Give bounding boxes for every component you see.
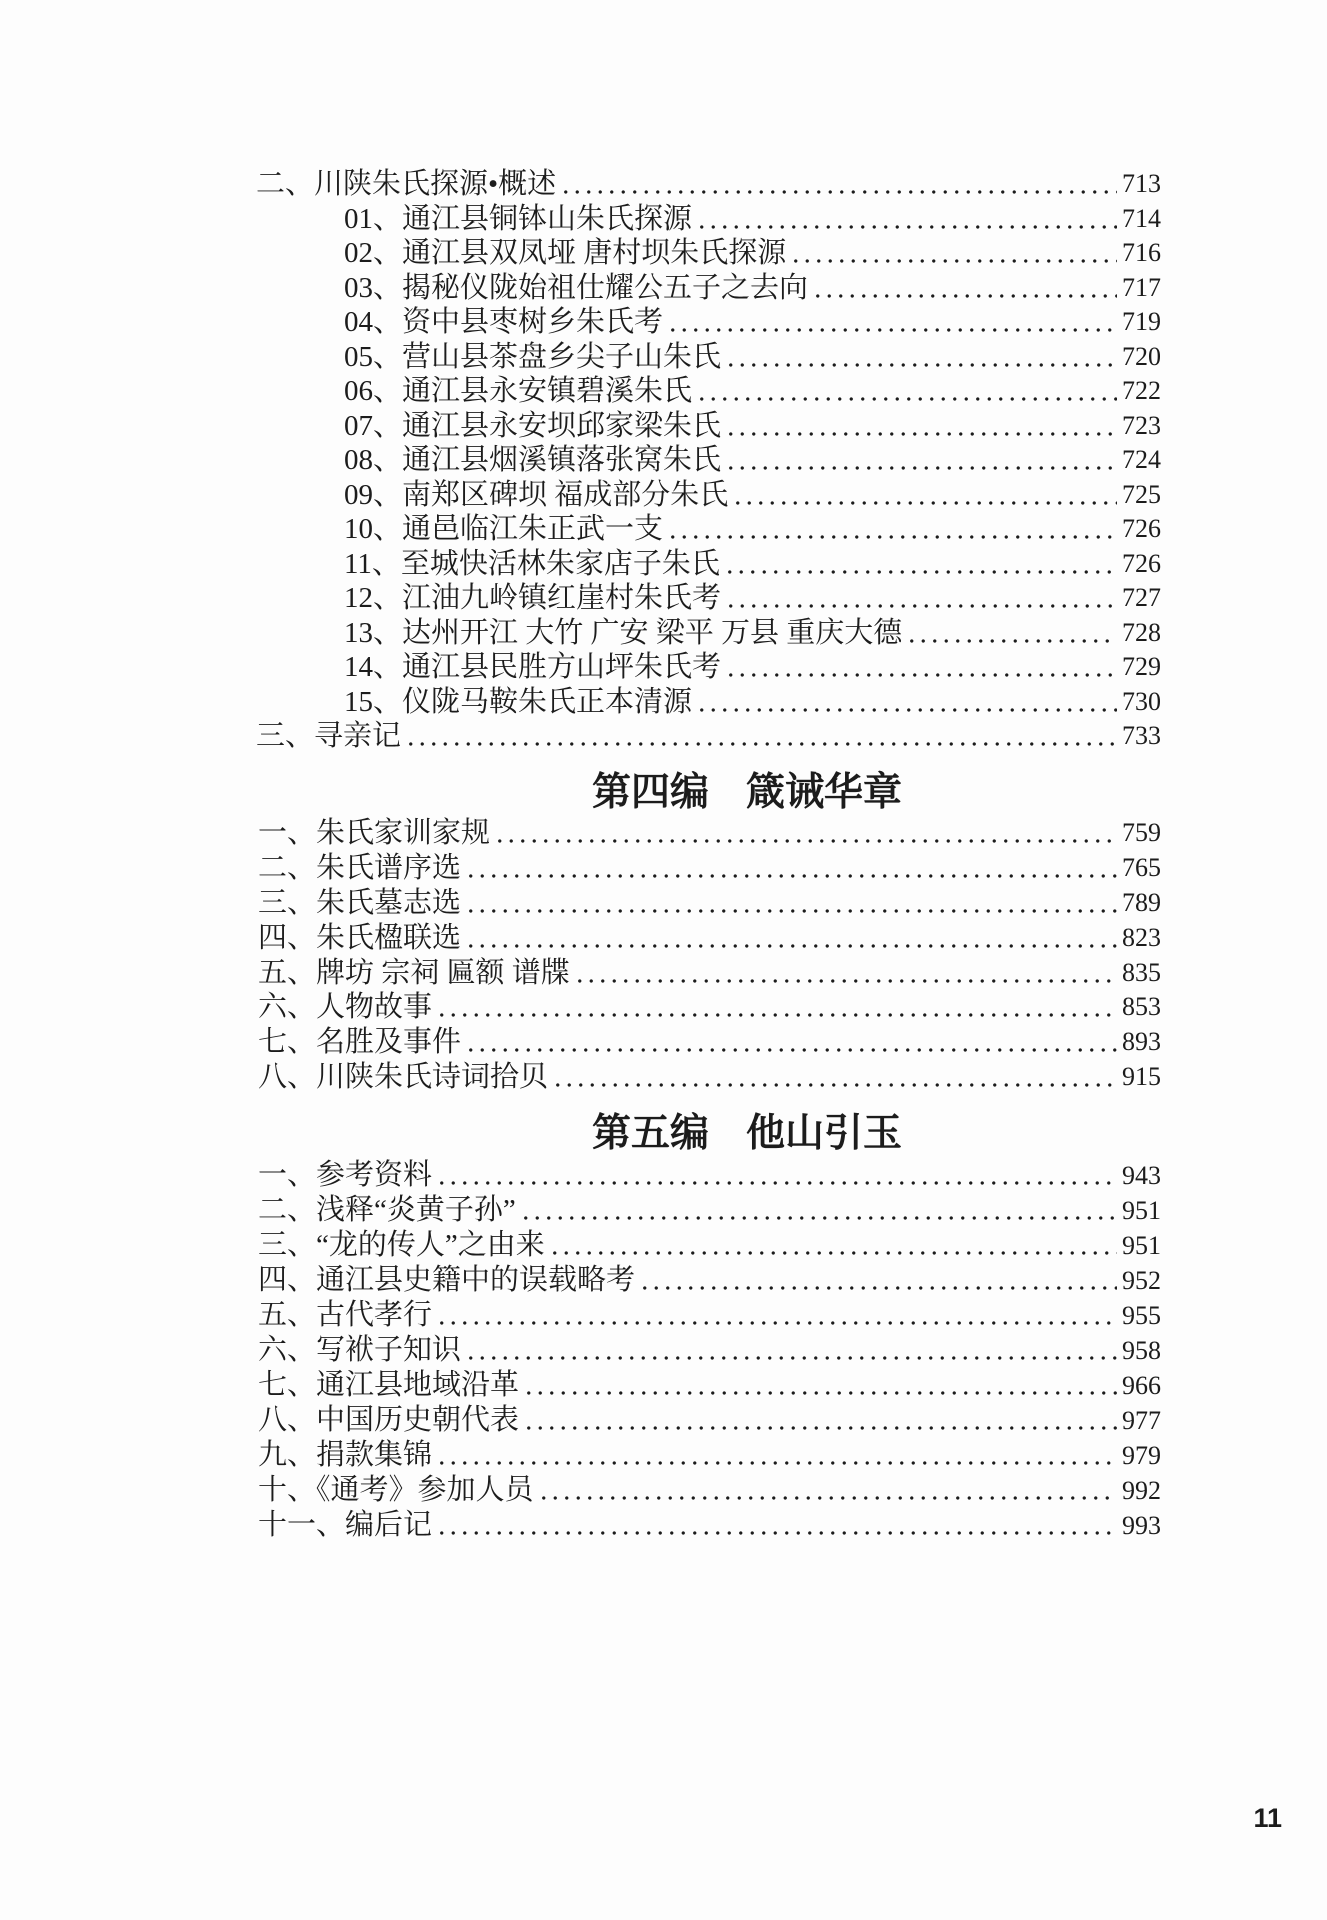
part-number: 第五编 <box>592 1110 710 1156</box>
toc-entry-title: 三、“龙的传人”之由来 <box>258 1229 545 1261</box>
dot-leader <box>696 202 1117 237</box>
toc-entry-title: 六、写袱子知识 <box>258 1334 462 1366</box>
toc-entry-page: 765 <box>1122 852 1161 882</box>
toc-entry <box>256 374 1161 409</box>
toc-entry <box>258 1060 1161 1095</box>
toc-entry-title: 五、古代孝行 <box>258 1299 433 1331</box>
toc-entry-title: 07、通江县永安坝邱家梁朱氏 <box>344 409 722 442</box>
dot-leader <box>523 1368 1117 1403</box>
toc-entry-page: 713 <box>1122 169 1161 198</box>
dot-leader <box>696 374 1117 409</box>
toc-entry <box>258 956 1161 991</box>
toc-entry <box>256 478 1161 513</box>
toc-entry <box>258 1158 1161 1193</box>
toc-entry-page: 727 <box>1122 583 1161 612</box>
toc-entry-title: 十、《通考》参加人员 <box>258 1474 534 1506</box>
toc-entry-title: 一、朱氏家训家规 <box>258 817 491 849</box>
toc-entry-title: 三、朱氏墓志选 <box>258 886 462 919</box>
dot-leader <box>667 512 1117 547</box>
toc-entry <box>258 1368 1161 1403</box>
toc-entry-page: 729 <box>1122 652 1161 681</box>
toc-entry-title: 13、达州开江 大竹 广安 梁平 万县 重庆大德 <box>344 616 903 649</box>
toc-entry-title: 10、通邑临江朱正武一支 <box>344 513 664 545</box>
toc-entry <box>258 851 1161 886</box>
toc-entry-page: 893 <box>1122 1027 1161 1057</box>
dot-leader <box>574 956 1117 991</box>
dot-leader <box>465 921 1117 956</box>
dot-leader <box>436 1438 1117 1473</box>
dot-leader <box>436 1158 1117 1193</box>
toc-entry <box>258 1193 1161 1228</box>
dot-leader <box>405 719 1117 754</box>
dot-leader <box>724 547 1117 582</box>
dot-leader <box>538 1473 1117 1508</box>
toc-entry <box>256 340 1161 375</box>
toc-entry-page: 979 <box>1122 1441 1161 1470</box>
toc-entry-title: 09、南郑区碑坝 福成部分朱氏 <box>344 478 729 511</box>
toc-entry-page: 915 <box>1122 1062 1161 1092</box>
dot-leader <box>436 1298 1117 1333</box>
toc-entry <box>256 167 1161 202</box>
part-number: 第四编 <box>592 769 710 815</box>
toc-entry-page: 717 <box>1122 272 1161 302</box>
dot-leader <box>639 1263 1117 1298</box>
toc-entry <box>258 1508 1161 1543</box>
toc-entry-page: 966 <box>1122 1371 1161 1400</box>
toc-entry-title: 八、中国历史朝代表 <box>258 1404 520 1436</box>
toc-entry-page: 951 <box>1122 1231 1161 1260</box>
dot-leader <box>494 816 1117 851</box>
toc-entry-page: 730 <box>1122 686 1161 716</box>
toc-entry-page: 716 <box>1122 238 1161 267</box>
dot-leader <box>725 340 1117 375</box>
toc-entry-page: 835 <box>1122 957 1161 987</box>
toc-entry-title: 14、通江县民胜方山坪朱氏考 <box>344 651 722 683</box>
toc-entry-title: 四、朱氏楹联选 <box>258 921 462 954</box>
dot-leader <box>465 886 1117 921</box>
toc-entry-page: 724 <box>1122 445 1161 474</box>
toc-entry-title: 三、寻亲记 <box>256 720 402 752</box>
toc-entry <box>258 886 1161 921</box>
dot-leader <box>465 851 1117 886</box>
toc-entry-page: 726 <box>1122 514 1161 543</box>
toc-entry-title: 七、通江县地域沿革 <box>258 1369 520 1401</box>
toc-entry-page: 958 <box>1122 1336 1161 1365</box>
toc-entry <box>256 512 1161 547</box>
toc-entry <box>258 1333 1161 1368</box>
toc-entry-page: 722 <box>1122 376 1161 405</box>
toc-entry-page: 723 <box>1122 410 1161 440</box>
toc-entry <box>256 271 1161 306</box>
toc-entry-page: 728 <box>1122 617 1161 647</box>
toc-entry-page: 977 <box>1122 1406 1161 1435</box>
page-number: 11 <box>1253 1803 1282 1833</box>
toc-entry-title: 二、川陕朱氏探源•概述 <box>256 168 557 200</box>
toc-entry-title: 九、捐款集锦 <box>258 1439 433 1471</box>
dot-leader <box>725 443 1117 478</box>
toc-entry <box>256 202 1161 237</box>
dot-leader <box>696 685 1117 720</box>
toc-entry <box>256 616 1161 651</box>
toc-entry <box>258 1438 1161 1473</box>
toc-entry-title: 二、浅释“炎黄子孙” <box>258 1194 516 1226</box>
toc-entry-page: 823 <box>1122 922 1161 952</box>
toc-entry-page: 952 <box>1122 1266 1161 1295</box>
toc-entry-title: 五、牌坊 宗祠 匾额 谱牒 <box>258 956 570 989</box>
toc-entry <box>258 1298 1161 1333</box>
dot-leader <box>790 236 1117 271</box>
toc-entry-title: 01、通江县铜钵山朱氏探源 <box>344 202 693 235</box>
toc-entry <box>258 1473 1161 1508</box>
toc-section-part4 <box>258 816 1161 1095</box>
toc-entry <box>256 409 1161 444</box>
toc-entry-page: 733 <box>1122 721 1161 750</box>
toc-entry-title: 四、通江县史籍中的误载略考 <box>258 1264 636 1296</box>
toc-entry-page: 720 <box>1122 341 1161 371</box>
toc-entry-title: 05、营山县茶盘乡尖子山朱氏 <box>344 340 722 373</box>
dot-leader <box>560 167 1117 202</box>
dot-leader <box>725 409 1117 444</box>
toc-entry-title: 04、资中县枣树乡朱氏考 <box>344 306 664 338</box>
toc-entry-page: 759 <box>1122 818 1161 847</box>
toc-entry <box>256 719 1161 754</box>
toc-entry-title: 七、名胜及事件 <box>258 1026 462 1059</box>
toc-entry-title: 06、通江县永安镇碧溪朱氏 <box>344 375 693 407</box>
toc-entry <box>258 1228 1161 1263</box>
toc-entry <box>256 685 1161 720</box>
toc-entry-page: 719 <box>1122 307 1161 336</box>
toc-entry-page: 726 <box>1122 548 1161 578</box>
dot-leader <box>552 1060 1117 1095</box>
toc-entry <box>256 650 1161 685</box>
toc-entry-title: 15、仪陇马鞍朱氏正本清源 <box>344 685 693 718</box>
dot-leader <box>732 478 1117 513</box>
dot-leader <box>549 1228 1117 1263</box>
dot-leader <box>465 1333 1117 1368</box>
toc-entry-title: 08、通江县烟溪镇落张窝朱氏 <box>344 444 722 476</box>
toc-entry <box>256 305 1161 340</box>
toc-entry <box>256 581 1161 616</box>
part-heading <box>592 769 902 815</box>
toc-entry-title: 03、揭秘仪陇始祖仕耀公五子之去向 <box>344 271 809 304</box>
toc-entry-title: 一、参考资料 <box>258 1159 433 1191</box>
toc-entry-page: 955 <box>1122 1301 1161 1330</box>
toc-entry-page: 725 <box>1122 479 1161 509</box>
dot-leader <box>436 990 1117 1025</box>
toc-entry-page: 943 <box>1122 1161 1161 1190</box>
toc-entry <box>258 921 1161 956</box>
part-heading <box>592 1110 902 1156</box>
dot-leader <box>725 650 1117 685</box>
toc-entry-page: 714 <box>1122 203 1161 233</box>
toc-entry <box>258 1025 1161 1060</box>
toc-entry-title: 六、人物故事 <box>258 991 433 1024</box>
toc-entry-title: 11、至城快活林朱家店子朱氏 <box>344 547 720 580</box>
toc-entry-title: 十一、编后记 <box>258 1509 433 1541</box>
dot-leader <box>436 1508 1117 1543</box>
toc-entry-page: 789 <box>1122 887 1161 917</box>
toc-entry <box>256 443 1161 478</box>
dot-leader <box>812 271 1117 306</box>
toc-entry <box>256 236 1161 271</box>
toc-entry-page: 992 <box>1122 1476 1161 1505</box>
toc-entry <box>258 990 1161 1025</box>
toc-entry <box>258 816 1161 851</box>
toc-entry <box>258 1403 1161 1438</box>
dot-leader <box>465 1025 1117 1060</box>
toc-entry <box>256 547 1161 582</box>
dot-leader <box>906 616 1117 651</box>
toc-entry-title: 八、川陕朱氏诗词拾贝 <box>258 1061 549 1094</box>
part-title: 他山引玉 <box>746 1110 903 1156</box>
toc-section-continued <box>256 167 1161 754</box>
toc-entry-page: 853 <box>1122 992 1161 1022</box>
toc-entry-title: 02、通江县双凤垭 唐村坝朱氏探源 <box>344 237 787 269</box>
part-title: 箴诫华章 <box>746 769 903 815</box>
dot-leader <box>523 1403 1117 1438</box>
dot-leader <box>725 581 1117 616</box>
toc-entry <box>258 1263 1161 1298</box>
toc-entry-page: 951 <box>1122 1196 1161 1225</box>
toc-entry-title: 二、朱氏谱序选 <box>258 851 462 884</box>
dot-leader <box>667 305 1117 340</box>
dot-leader <box>520 1193 1117 1228</box>
toc-entry-title: 12、江油九岭镇红崖村朱氏考 <box>344 582 722 614</box>
toc-section-part5 <box>258 1158 1161 1543</box>
toc-entry-page: 993 <box>1122 1511 1161 1540</box>
